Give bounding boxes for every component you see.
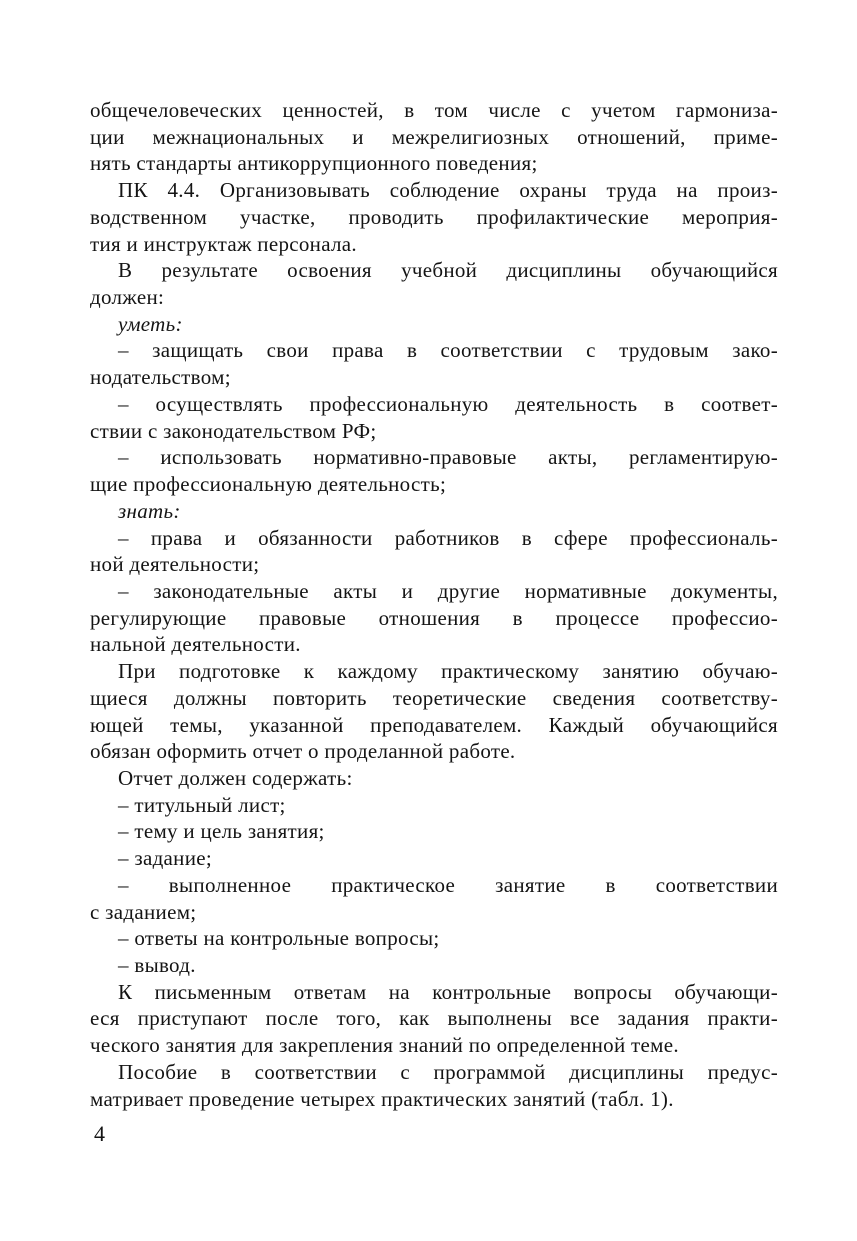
page-number: 4 (94, 1121, 105, 1146)
text-line: общечеловеческих ценностей, в том числе с учетом гармониза- (90, 98, 778, 122)
text-line: ствии с законодательством РФ; (90, 418, 377, 443)
text-line: регулирующие правовые отношения в процессе профессио- (90, 605, 778, 630)
text-line: ющей темы, указанной преподавателем. Каждый обучающийся (90, 712, 778, 737)
text-line: – законодательные акты и другие нормативные документы, (118, 578, 778, 603)
text-line: уметь: (118, 311, 183, 336)
text-line: тия и инструктаж персонала. (90, 231, 357, 256)
text-line: В результате освоения учебной дисциплины обучающийся (118, 258, 778, 283)
text-line: ции межнациональных и межрелигиозных отношений, приме- (90, 124, 778, 149)
text-line: знать: (118, 498, 181, 523)
text-line: ПК 4.4. Организовывать соблюдение охраны труда на произ- (118, 178, 778, 203)
text-line: Пособие в соответствии с программой дисциплины предус- (118, 1059, 778, 1084)
text-line: – права и обязанности работников в сфере профессиональ- (118, 525, 778, 550)
text-line: Отчет должен содержать: (118, 765, 353, 790)
text-line: При подготовке к каждому практическому занятию обучаю- (118, 659, 778, 684)
text-line: матривает проведение четырех практических занятий (табл. 1). (90, 1086, 674, 1111)
text-line: – защищать свои права в соответствии с трудовым зако- (118, 338, 778, 363)
text-line: ческого занятия для закрепления знаний по определенной теме. (90, 1033, 679, 1058)
text-line: – тему и цель занятия; (118, 819, 325, 844)
text-line: К письменным ответам на контрольные вопросы обучающи- (118, 979, 778, 1004)
text-line: еся приступают после того, как выполнены все задания практи- (90, 1006, 778, 1031)
text-line: нять стандарты антикоррупционного поведения; (90, 151, 538, 176)
text-block (90, 97, 778, 1112)
text-line: щие профессиональную деятельность; (90, 472, 447, 497)
text-line: ной деятельности; (90, 552, 260, 577)
text-line: обязан оформить отчет о проделанной работе. (90, 739, 516, 764)
text-line: – осуществлять профессиональную деятельность в соответ- (118, 391, 778, 416)
text-line: щиеся должны повторить теоретические сведения соответству- (90, 685, 778, 710)
text-line: нодательством; (90, 365, 231, 390)
text-line: – титульный лист; (118, 792, 286, 817)
text-line: – выполненное практическое занятие в соответствии (118, 872, 778, 897)
text-line: водственном участке, проводить профилактические мероприя- (90, 204, 778, 229)
text-line: с заданием; (90, 899, 197, 924)
text-line: нальной деятельности. (90, 632, 301, 657)
text-line: – использовать нормативно-правовые акты, регламентирую- (118, 445, 778, 470)
text-line: – задание; (118, 846, 213, 871)
text-line: – вывод. (118, 953, 196, 977)
text-line: должен: (90, 285, 165, 310)
text-line: – ответы на контрольные вопросы; (118, 926, 440, 951)
